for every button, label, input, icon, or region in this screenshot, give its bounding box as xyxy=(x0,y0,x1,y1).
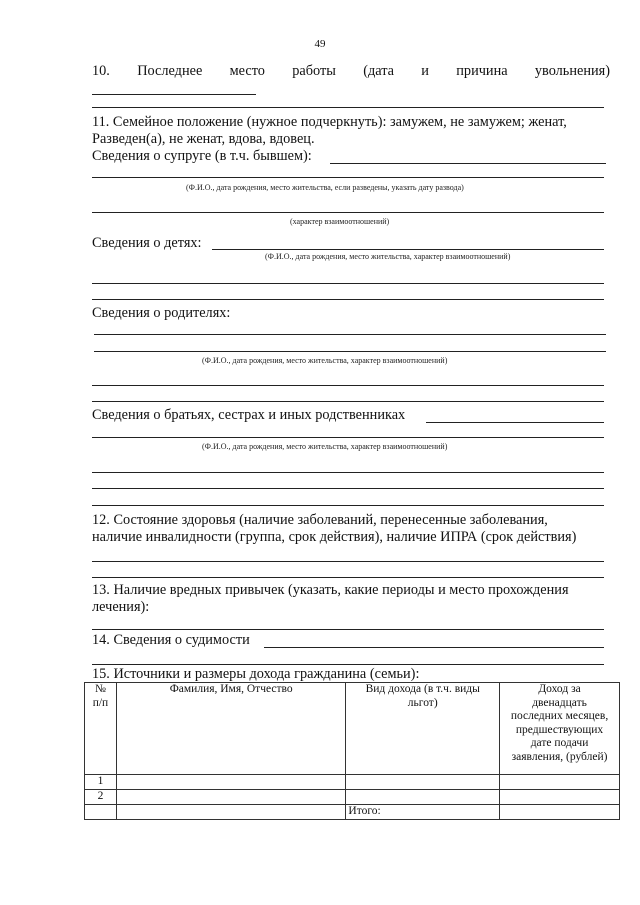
row-name-cell[interactable] xyxy=(116,790,345,805)
page-number: 49 xyxy=(314,38,326,50)
conviction-fill-line[interactable] xyxy=(92,664,604,665)
section-10-line xyxy=(92,63,610,80)
siblings-fill-line[interactable] xyxy=(92,488,604,489)
income-table xyxy=(84,682,620,820)
col-header-income-amount-line: заявления, (рублей) xyxy=(511,750,608,763)
row-number: 1 xyxy=(85,775,117,790)
s10-word: причина xyxy=(456,63,508,79)
s10-word: увольнения) xyxy=(534,63,610,79)
col-header-income-amount-line: дате подачи xyxy=(530,737,589,749)
col-header-income-amount-line: предшествующих xyxy=(515,723,604,736)
section-13-line2: лечения): xyxy=(92,599,150,615)
parents-fill-line[interactable] xyxy=(92,385,604,386)
total-amount-cell[interactable] xyxy=(500,805,620,820)
row-income-type-cell[interactable] xyxy=(346,790,500,805)
siblings-fill-line[interactable] xyxy=(92,505,604,506)
section-11-line2: Разведен(а), не женат, вдова, вдовец. xyxy=(92,131,315,147)
table-total-row xyxy=(85,805,620,820)
s10-word: (дата xyxy=(363,63,394,79)
col-header-income-type xyxy=(346,683,500,775)
siblings-hint: (Ф.И.О., дата рождения, место жительства, характер взаимоотношений) xyxy=(202,442,448,451)
siblings-fill-line[interactable] xyxy=(92,437,604,438)
s10-fill-line[interactable] xyxy=(92,94,256,95)
relation-fill-line[interactable] xyxy=(92,212,604,213)
total-empty-cell xyxy=(85,805,117,820)
parents-hint: (Ф.И.О., дата рождения, место жительства, характер взаимоотношений) xyxy=(202,356,448,365)
total-empty-cell xyxy=(116,805,345,820)
col-header-income-amount-line: последних месяцев, xyxy=(510,710,609,722)
parents-fill-line[interactable] xyxy=(94,334,606,335)
parents-label: Сведения о родителях: xyxy=(92,305,231,321)
row-income-type-cell[interactable] xyxy=(346,775,500,790)
section-12-line1: 12. Состояние здоровья (наличие заболеваний, перенесенные заболевания, xyxy=(92,512,548,528)
children-label: Сведения о детях: xyxy=(92,235,202,251)
total-label: Итого: xyxy=(346,805,500,820)
siblings-fill-line[interactable] xyxy=(426,422,604,423)
siblings-label: Сведения о братьях, сестрах и иных родственниках xyxy=(92,407,406,423)
section-12-line2: наличие инвалидности (группа, срок действия), наличие ИПРА (срок действия) xyxy=(92,529,577,545)
col-header-income-amount-line: Доход за xyxy=(538,683,581,695)
col-header-income-type-line: Вид дохода (в т.ч. виды xyxy=(365,683,480,695)
section-15-label: 15. Источники и размеры дохода гражданина (семьи): xyxy=(92,666,420,682)
income-table-header xyxy=(85,683,620,775)
spouse-fill-line[interactable] xyxy=(330,163,606,164)
s10-word: место xyxy=(229,63,265,79)
s10-word: Последнее xyxy=(137,63,203,79)
s10-word: работы xyxy=(292,63,336,79)
s10-word: 10. xyxy=(92,63,110,79)
habits-fill-line[interactable] xyxy=(92,629,604,630)
row-income-amount-cell[interactable] xyxy=(500,775,620,790)
col-header-number xyxy=(85,683,117,775)
siblings-fill-line[interactable] xyxy=(92,472,604,473)
children-fill-line[interactable] xyxy=(212,249,604,250)
s10-word: и xyxy=(421,63,429,79)
table-row xyxy=(85,790,620,805)
health-fill-line[interactable] xyxy=(92,577,604,578)
col-header-name: Фамилия, Имя, Отчество xyxy=(116,683,345,775)
children-fill-line[interactable] xyxy=(92,283,604,284)
section-14-label: 14. Сведения о судимости xyxy=(92,632,250,648)
spouse-label: Сведения о супруге (в т.ч. бывшем): xyxy=(92,148,312,164)
col-header-income-type-line: льгот) xyxy=(407,696,438,709)
s10-fill-line[interactable] xyxy=(92,107,604,108)
col-header-income-amount xyxy=(500,683,620,775)
spouse-hint: (Ф.И.О., дата рождения, место жительства, если разведены, указать дату развода) xyxy=(186,183,464,192)
col-header-number-line: № xyxy=(94,683,106,695)
row-income-amount-cell[interactable] xyxy=(500,790,620,805)
relation-hint: (характер взаимоотношений) xyxy=(290,217,390,226)
col-header-income-amount-line: двенадцать xyxy=(532,696,587,709)
col-header-number-line: п/п xyxy=(92,696,109,709)
row-name-cell[interactable] xyxy=(116,775,345,790)
conviction-fill-line[interactable] xyxy=(264,647,604,648)
children-hint: (Ф.И.О., дата рождения, место жительства, характер взаимоотношений) xyxy=(265,252,511,261)
parents-fill-line[interactable] xyxy=(92,401,604,402)
section-13-line1: 13. Наличие вредных привычек (указать, какие периоды и место прохождения xyxy=(92,582,569,598)
spouse-fill-line[interactable] xyxy=(92,177,604,178)
section-11-line1: 11. Семейное положение (нужное подчеркнуть): замужем, не замужем; женат, xyxy=(92,114,567,130)
parents-fill-line[interactable] xyxy=(94,351,606,352)
row-number: 2 xyxy=(85,790,117,805)
health-fill-line[interactable] xyxy=(92,561,604,562)
children-fill-line[interactable] xyxy=(92,299,604,300)
table-row xyxy=(85,775,620,790)
